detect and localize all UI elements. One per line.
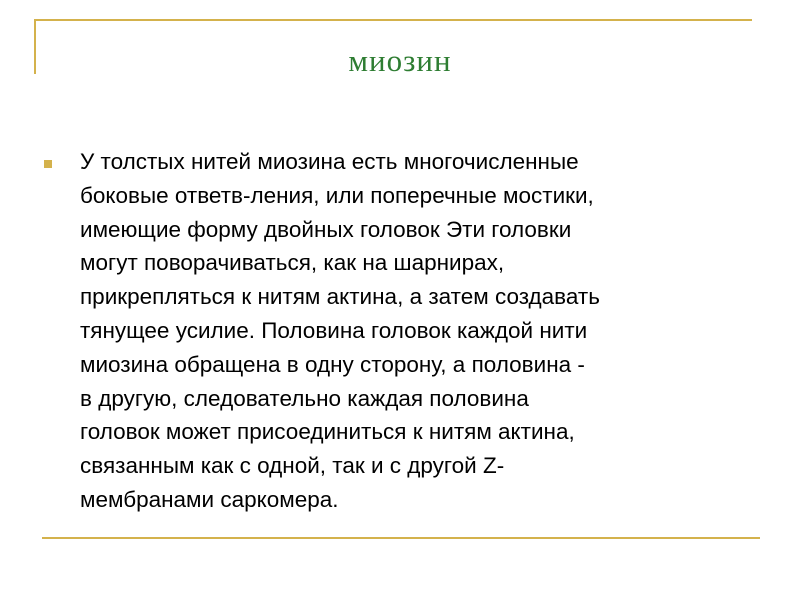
frame-top-line [34, 19, 752, 21]
body-paragraph [80, 145, 760, 517]
slide-title: миозин [348, 43, 452, 78]
body-line: в другую, следовательно каждая половина [80, 385, 529, 411]
frame-bottom-line [42, 537, 760, 539]
body-line: мембранами саркомера. [80, 486, 339, 512]
body-line: тянущее усилие. Половина головок каждой нити [80, 317, 588, 343]
body-line: имеющие форму двойных головок Эти головки [80, 216, 572, 242]
body-line: миозина обращена в одну сторону, а половина - [80, 351, 585, 377]
body-line: связанным как с одной, так и с другой Z- [80, 453, 505, 479]
body-line: головок может присоединиться к нитям актина, [80, 419, 575, 445]
body-line: прикрепляться к нитям актина, а затем создавать [80, 284, 600, 310]
body-line: У толстых нитей миозина есть многочисленные [80, 149, 579, 174]
body-line: могут поворачиваться, как на шарнирах, [80, 250, 505, 276]
square-bullet-icon [44, 160, 52, 168]
body-line: боковые ответв-ления, или поперечные мостики, [80, 182, 594, 208]
